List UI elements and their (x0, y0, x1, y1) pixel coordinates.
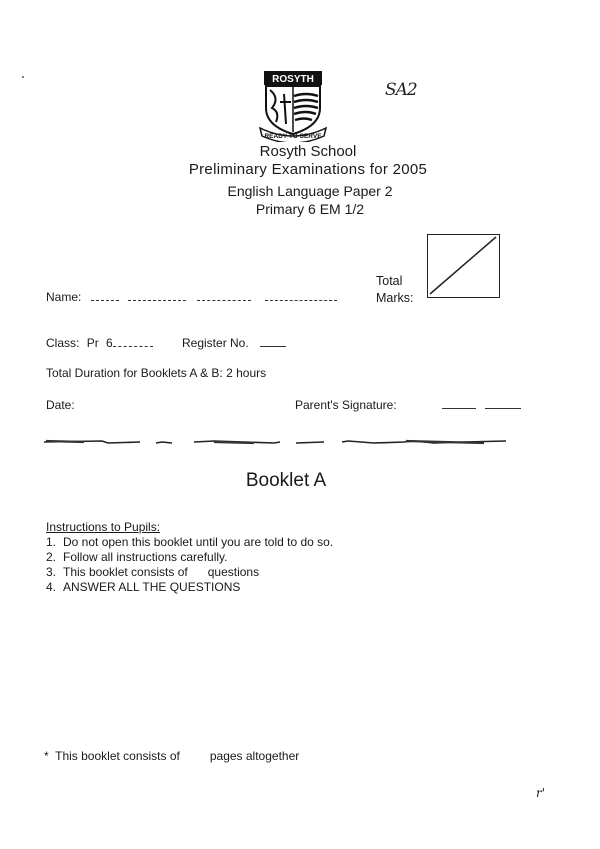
register-field[interactable] (182, 336, 286, 350)
name-label: Name: (46, 290, 82, 304)
name-field[interactable] (46, 290, 337, 304)
duration-text: Total Duration for Booklets A & B: 2 hours (46, 366, 267, 380)
class-prefix: Pr (86, 336, 99, 350)
paper-title: English Language Paper 2 (227, 183, 393, 199)
handwritten-code: SA2 (385, 80, 417, 100)
signature-field[interactable] (295, 398, 521, 412)
instruction-item: 2. Follow all instructions carefully. (46, 550, 228, 564)
total-label: Total (376, 274, 403, 288)
page-mark: r' (536, 786, 546, 800)
level-title: Primary 6 EM 1/2 (255, 201, 365, 217)
crest-motto-text: READY TO SERVE (264, 133, 322, 140)
instruction-item: 3. This booklet consists of questions (46, 565, 260, 579)
date-label: Date: (46, 398, 75, 412)
booklet-title: Booklet A (245, 470, 327, 491)
register-label: Register No. (182, 336, 249, 350)
stray-dot (22, 76, 24, 78)
diagonal-line (428, 235, 498, 296)
signature-label: Parent's Signature: (295, 398, 397, 412)
instruction-item: 4. ANSWER ALL THE QUESTIONS (46, 580, 241, 594)
class-field[interactable] (46, 336, 153, 350)
school-name: Rosyth School (259, 143, 357, 160)
scribble-divider (44, 434, 506, 452)
total-marks-box[interactable] (427, 234, 500, 298)
exam-title: Preliminary Examinations for 2005 (188, 161, 428, 178)
pages-footnote: * This booklet consists of pages altogether (44, 749, 300, 763)
total-marks-label (376, 273, 414, 307)
crest-top-text: ROSYTH (272, 74, 314, 85)
marks-label: Marks: (376, 291, 414, 305)
instruction-item: 1. Do not open this booklet until you are told to do so. (46, 535, 334, 549)
class-label: Class: (46, 336, 80, 350)
class-value: 6 (106, 336, 113, 350)
instructions-list (46, 535, 333, 595)
school-crest-logo (258, 68, 328, 142)
instructions-heading: Instructions to Pupils: (46, 520, 161, 534)
